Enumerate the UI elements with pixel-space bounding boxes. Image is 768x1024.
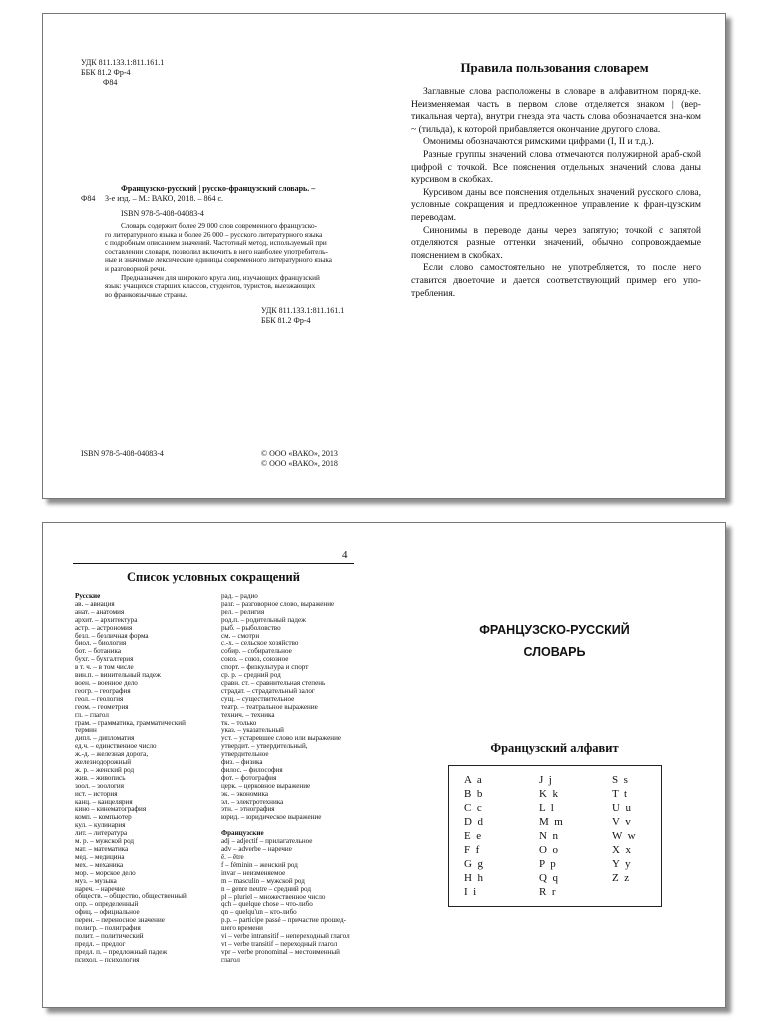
- book-title-line: Французско-русский | русско-французский словарь. –: [121, 184, 316, 193]
- abbreviation-entry: жив. – живопись: [75, 773, 126, 782]
- abbreviation-entry: железнодорожный: [75, 758, 132, 767]
- abbreviation-entry: гл. – глагол: [75, 710, 109, 719]
- abbreviation-entry: церк. – церковное выражение: [221, 781, 311, 790]
- audience-line: язык: учащихся старших классов, студентов, туристов, выезжающих: [105, 282, 316, 291]
- abbreviation-entry: с.-х. – сельское хозяйство: [221, 639, 299, 648]
- abbreviation-entry: глагол: [221, 955, 240, 964]
- author-code: Ф84: [103, 78, 118, 87]
- alphabet-letter: W w: [612, 830, 636, 842]
- abbreviation-entry: мед. – медицина: [75, 852, 125, 861]
- abbreviation-entry: f – féminin – женский род: [221, 860, 298, 869]
- abbreviation-entry: дипл. – дипломатия: [75, 734, 135, 743]
- alphabet-letter: J j: [539, 774, 552, 786]
- alphabet-letter: B b: [464, 788, 483, 800]
- abbreviation-entry: утвердит. – утвердительный,: [221, 742, 308, 751]
- alphabet-title: Французский алфавит: [490, 741, 619, 755]
- abbreviation-entry: архит. – архитектура: [75, 615, 138, 624]
- abbreviation-entry: шего времени: [221, 924, 263, 933]
- dictionary-title: [384, 619, 725, 663]
- abbreviation-entry: нареч. – наречие: [75, 884, 125, 893]
- abbreviation-entry: указ. – указательный: [221, 726, 284, 735]
- header-rule: [73, 563, 354, 564]
- abbreviation-entry: офиц. – официальное: [75, 908, 140, 917]
- alphabet-letter: F f: [464, 844, 480, 856]
- abbreviation-entry: зоол. – зоология: [75, 781, 124, 790]
- abbreviation-entry: лит. – литература: [75, 829, 128, 838]
- abbreviation-entry: бот. – ботаника: [75, 647, 121, 656]
- abbreviation-entry: перен. – переносное значение: [75, 916, 165, 925]
- abbreviation-entry: рад. – радио: [221, 592, 258, 600]
- abbreviation-entry: эк. – экономика: [221, 789, 269, 798]
- abbreviation-entry: муз. – музыка: [75, 876, 117, 885]
- desc-line: и разговорной речи.: [105, 264, 167, 273]
- alphabet-letter: Z z: [612, 872, 630, 884]
- alphabet-letter: I i: [464, 886, 477, 898]
- spread-top: [42, 13, 726, 499]
- abbreviation-entry: ср. р. – средний род: [221, 671, 281, 680]
- abbreviation-entry: adv – adverbe – наречие: [221, 845, 292, 854]
- spread-bottom: [42, 522, 726, 1008]
- rules-paragraph: Курсивом даны все пояснения отдельных значений русского слова, условные сокращения и предложенное управление к фран-цузским переводам.: [411, 186, 701, 223]
- abbreviation-entry: физ. – физика: [221, 758, 263, 767]
- abbreviation-entry: рыб. – рыболовство: [221, 623, 281, 632]
- abbreviation-entry: обществ. – общество, общественный: [75, 892, 187, 901]
- udk-code-bottom: УДК 811.133.1:811.161.1: [261, 306, 345, 315]
- title-page: [384, 523, 725, 1007]
- abbreviation-entry: м. р. – мужской род: [75, 837, 135, 846]
- alphabet-letter: C c: [464, 802, 482, 814]
- alphabet-letter: L l: [539, 802, 554, 814]
- alphabet-letter: D d: [464, 816, 483, 828]
- abbreviation-entry: сущ. – существительное: [221, 694, 295, 703]
- abbreviation-entry: разг. – разговорное слово, выражение: [221, 599, 335, 608]
- abbreviation-entry: vpr – verbe pronominal – местоименный: [221, 947, 340, 956]
- rules-paragraph: Синонимы в переводе даны через запятую; точкой с запятой отделяются разные оттенки значений, обычно сопровождаемые пояснением в скобках.: [411, 224, 701, 261]
- abbreviation-entry: этн. – этнография: [221, 805, 275, 814]
- edition-line: 3-е изд. – М.: ВАКО, 2018. – 864 с.: [105, 194, 223, 203]
- dictionary-title-line: СЛОВАРЬ: [523, 645, 586, 659]
- rules-title: Правила пользования словарем: [460, 60, 649, 75]
- bbk-code: ББК 81.2 Фр-4: [81, 68, 131, 77]
- desc-line: составлении словаря, позволил включить в него наиболее употребитель-: [105, 247, 328, 256]
- abbreviation-entry: опр. – определенный: [75, 900, 139, 909]
- abbreviation-entry: qch – quelque chose – что-либо: [221, 900, 313, 909]
- alphabet-letter: X x: [612, 844, 631, 856]
- alphabet-column: [464, 773, 483, 899]
- abbreviation-entry: invar – неизменяемое: [221, 868, 286, 877]
- rules-page: [384, 14, 725, 498]
- abbreviation-entry: союз. – союз, союзное: [221, 655, 289, 664]
- abbreviation-entry: филос. – философия: [221, 765, 283, 774]
- udk-code: УДК 811.133.1:811.161.1: [81, 58, 165, 67]
- abbreviation-entry: канц. – канцелярия: [75, 797, 133, 806]
- abbreviation-entry: комп. – компьютер: [75, 813, 132, 822]
- abbreviation-entry: анат. – анатомия: [75, 607, 125, 616]
- alphabet-table: [448, 765, 662, 907]
- imprint-page: [43, 14, 384, 498]
- abbreviation-entry: предл. – предлог: [75, 939, 126, 948]
- dictionary-title-line: ФРАНЦУЗСКО-РУССКИЙ: [479, 623, 630, 637]
- abbr-col-second: [221, 593, 356, 965]
- copyright-line: © ООО «ВАКО», 2018: [261, 459, 338, 468]
- abbreviations-title: Список условных сокращений: [127, 570, 300, 584]
- abbreviation-entry: полит. – политический: [75, 931, 144, 940]
- desc-line: Словарь содержит более 29 000 слов современного французско-: [121, 222, 317, 230]
- abbreviation-entry: фот. – фотография: [221, 773, 277, 782]
- abbreviation-entry: геом. – геометрия: [75, 702, 129, 711]
- alphabet-letter: A a: [464, 774, 482, 786]
- rules-body: [411, 86, 701, 300]
- alphabet-letter: P p: [539, 858, 556, 870]
- abbreviation-entry: p.p. – participe passé – причастие прошед-: [221, 916, 346, 925]
- abbreviation-entry: ав. – авиация: [75, 599, 115, 608]
- abbr-head-russian: Русские: [75, 592, 101, 600]
- abbreviation-entry: воен. – военное дело: [75, 678, 138, 687]
- alphabet-letter: Q q: [539, 872, 558, 884]
- abbreviation-entry: термин: [75, 726, 97, 735]
- abbreviation-entry: кино – кинематография: [75, 805, 147, 814]
- abbreviation-entry: рел. – религия: [221, 607, 265, 616]
- alphabet-letter: S s: [612, 774, 628, 786]
- alphabet-letter: E e: [464, 830, 482, 842]
- abbreviation-entry: мор. – морское дело: [75, 868, 136, 877]
- abbreviation-entry: уст. – устаревшее слово или выражение: [221, 734, 342, 743]
- desc-line: го литературного языка и более 26 000 – русского литературного языка: [105, 230, 323, 239]
- rules-paragraph: Если слово самостоятельно не употребляется, то после него ставится двоеточие и дается соответствующий пример его упо-требления.: [411, 262, 701, 299]
- abbreviation-entry: утвердительное: [221, 750, 269, 759]
- audience-line: во франкоязычные страны.: [105, 290, 188, 299]
- abbreviation-entry: технич. – техника: [221, 710, 275, 719]
- abbreviation-entry: qn – quelqu'un – кто-либо: [221, 908, 297, 917]
- bbk-code-bottom: ББК 81.2 Фр-4: [261, 316, 311, 325]
- abbreviation-entry: m – masculin – мужской род: [221, 876, 305, 885]
- desc-line: с подробным описанием значений. Частотный метод, используемый при: [105, 239, 327, 248]
- abbreviation-entry: юрид. – юридическое выражение: [221, 813, 322, 822]
- alphabet-letter: V v: [612, 816, 631, 828]
- abbreviation-entry: ед.ч. – единственное число: [75, 742, 157, 751]
- alphabet-column: [539, 773, 563, 899]
- copyright-line: © ООО «ВАКО», 2013: [261, 449, 338, 458]
- alphabet-letter: T t: [612, 788, 628, 800]
- alphabet-letter: G g: [464, 858, 483, 870]
- abbreviation-entry: род.п. – родительный падеж: [221, 615, 306, 624]
- abbreviation-entry: сравн. ст. – сравнительная степень: [221, 678, 326, 687]
- author-code-left: Ф84: [81, 194, 96, 203]
- page-number: 4: [342, 549, 348, 561]
- abbreviation-entry: биол. – биология: [75, 639, 127, 648]
- abbreviation-entry: предл. п. – предложный падеж: [75, 947, 168, 956]
- description-block: [105, 222, 365, 299]
- alphabet-letter: N n: [539, 830, 558, 842]
- abbreviation-entry: тк. – только: [221, 718, 257, 727]
- abbreviation-entry: кул. – кулинария: [75, 821, 126, 830]
- abbreviation-entry: эл. – электротехника: [221, 797, 284, 806]
- isbn-line: ISBN 978-5-408-04083-4: [121, 209, 204, 218]
- abbreviation-entry: астр. – астрономия: [75, 623, 133, 632]
- isbn-bottom: ISBN 978-5-408-04083-4: [81, 449, 164, 458]
- abbreviation-entry: бухг. – бухгалтерия: [75, 655, 134, 664]
- abbreviation-entry: pl – pluriel – множественное число: [221, 892, 326, 901]
- abbreviation-entry: в т. ч. – в том числе: [75, 663, 134, 672]
- abbreviation-entry: см. – смотри: [221, 631, 260, 640]
- rules-paragraph: Заглавные слова расположены в словаре в алфавитном поряд-ке. Неизменяемая часть в первом слове отделяется знаком | (вер-тикальная черта), внутри гнезда эта часть слова обозначается зна-ком ~ (тильда), к которой прибавляется окончание другого слова.: [411, 86, 701, 135]
- alphabet-letter: K k: [539, 788, 558, 800]
- audience-line: Предназначен для широкого круга лиц, изучающих французский: [121, 273, 320, 282]
- abbreviation-entry: грам. – грамматика, грамматический: [75, 718, 186, 727]
- abbr-head-french: Французские: [221, 829, 264, 838]
- abbreviation-entry: собир. – собирательное: [221, 647, 292, 656]
- abbr-col-russian: [75, 593, 217, 965]
- alphabet-letter: H h: [464, 872, 483, 884]
- abbreviation-entry: театр. – театральное выражение: [221, 702, 318, 711]
- abbreviation-entry: n – genre neutre – средний род: [221, 884, 312, 893]
- abbreviation-entry: ж.-д. – железная дорога,: [75, 750, 149, 759]
- alphabet-letter: R r: [539, 886, 556, 898]
- abbreviation-entry: adj – adjectif – прилагательное: [221, 837, 313, 846]
- desc-line: ные и значимые лексические единицы современного литературного языка: [105, 256, 332, 265]
- alphabet-letter: M m: [539, 816, 563, 828]
- rules-paragraph: Разные группы значений слова отмечаются полужирной араб-ской цифрой с точкой. Все пояснения отдельных значений слова даны курсивом в скобках.: [411, 148, 701, 186]
- abbreviation-entry: мат. – математика: [75, 845, 129, 853]
- alphabet-letter: Y y: [612, 858, 631, 870]
- abbreviations-page: [43, 523, 384, 1007]
- abbreviation-entry: геол. – геология: [75, 694, 124, 703]
- abbreviation-entry: vt – verbe transitif – переходный глагол: [221, 939, 338, 948]
- abbreviation-entry: ê. – être: [221, 853, 244, 861]
- rules-paragraph: Омонимы обозначаются римскими цифрами (I, II и т.д.).: [423, 136, 654, 148]
- abbreviation-entry: вин.п. – винительный падеж: [75, 671, 161, 680]
- abbreviation-entry: психол. – психология: [75, 955, 140, 964]
- abbreviation-entry: ж. р. – женский род: [75, 765, 135, 774]
- abbreviation-entry: ист. – история: [75, 789, 118, 798]
- abbreviation-entry: полигр. – полиграфия: [75, 924, 141, 933]
- alphabet-letter: O o: [539, 844, 558, 856]
- abbreviation-entry: мех. – механика: [75, 860, 124, 869]
- abbreviation-entry: vi – verbe intransitif – непереходный глагол: [221, 932, 350, 941]
- abbreviation-entry: безл. – безличная форма: [75, 631, 149, 640]
- abbreviation-entry: страдат. – страдательный залог: [221, 686, 315, 695]
- alphabet-letter: U u: [612, 802, 631, 814]
- abbreviation-entry: геогр. – география: [75, 686, 131, 695]
- alphabet-column: [612, 773, 636, 885]
- abbreviation-entry: спорт. – физкультура и спорт: [221, 663, 309, 672]
